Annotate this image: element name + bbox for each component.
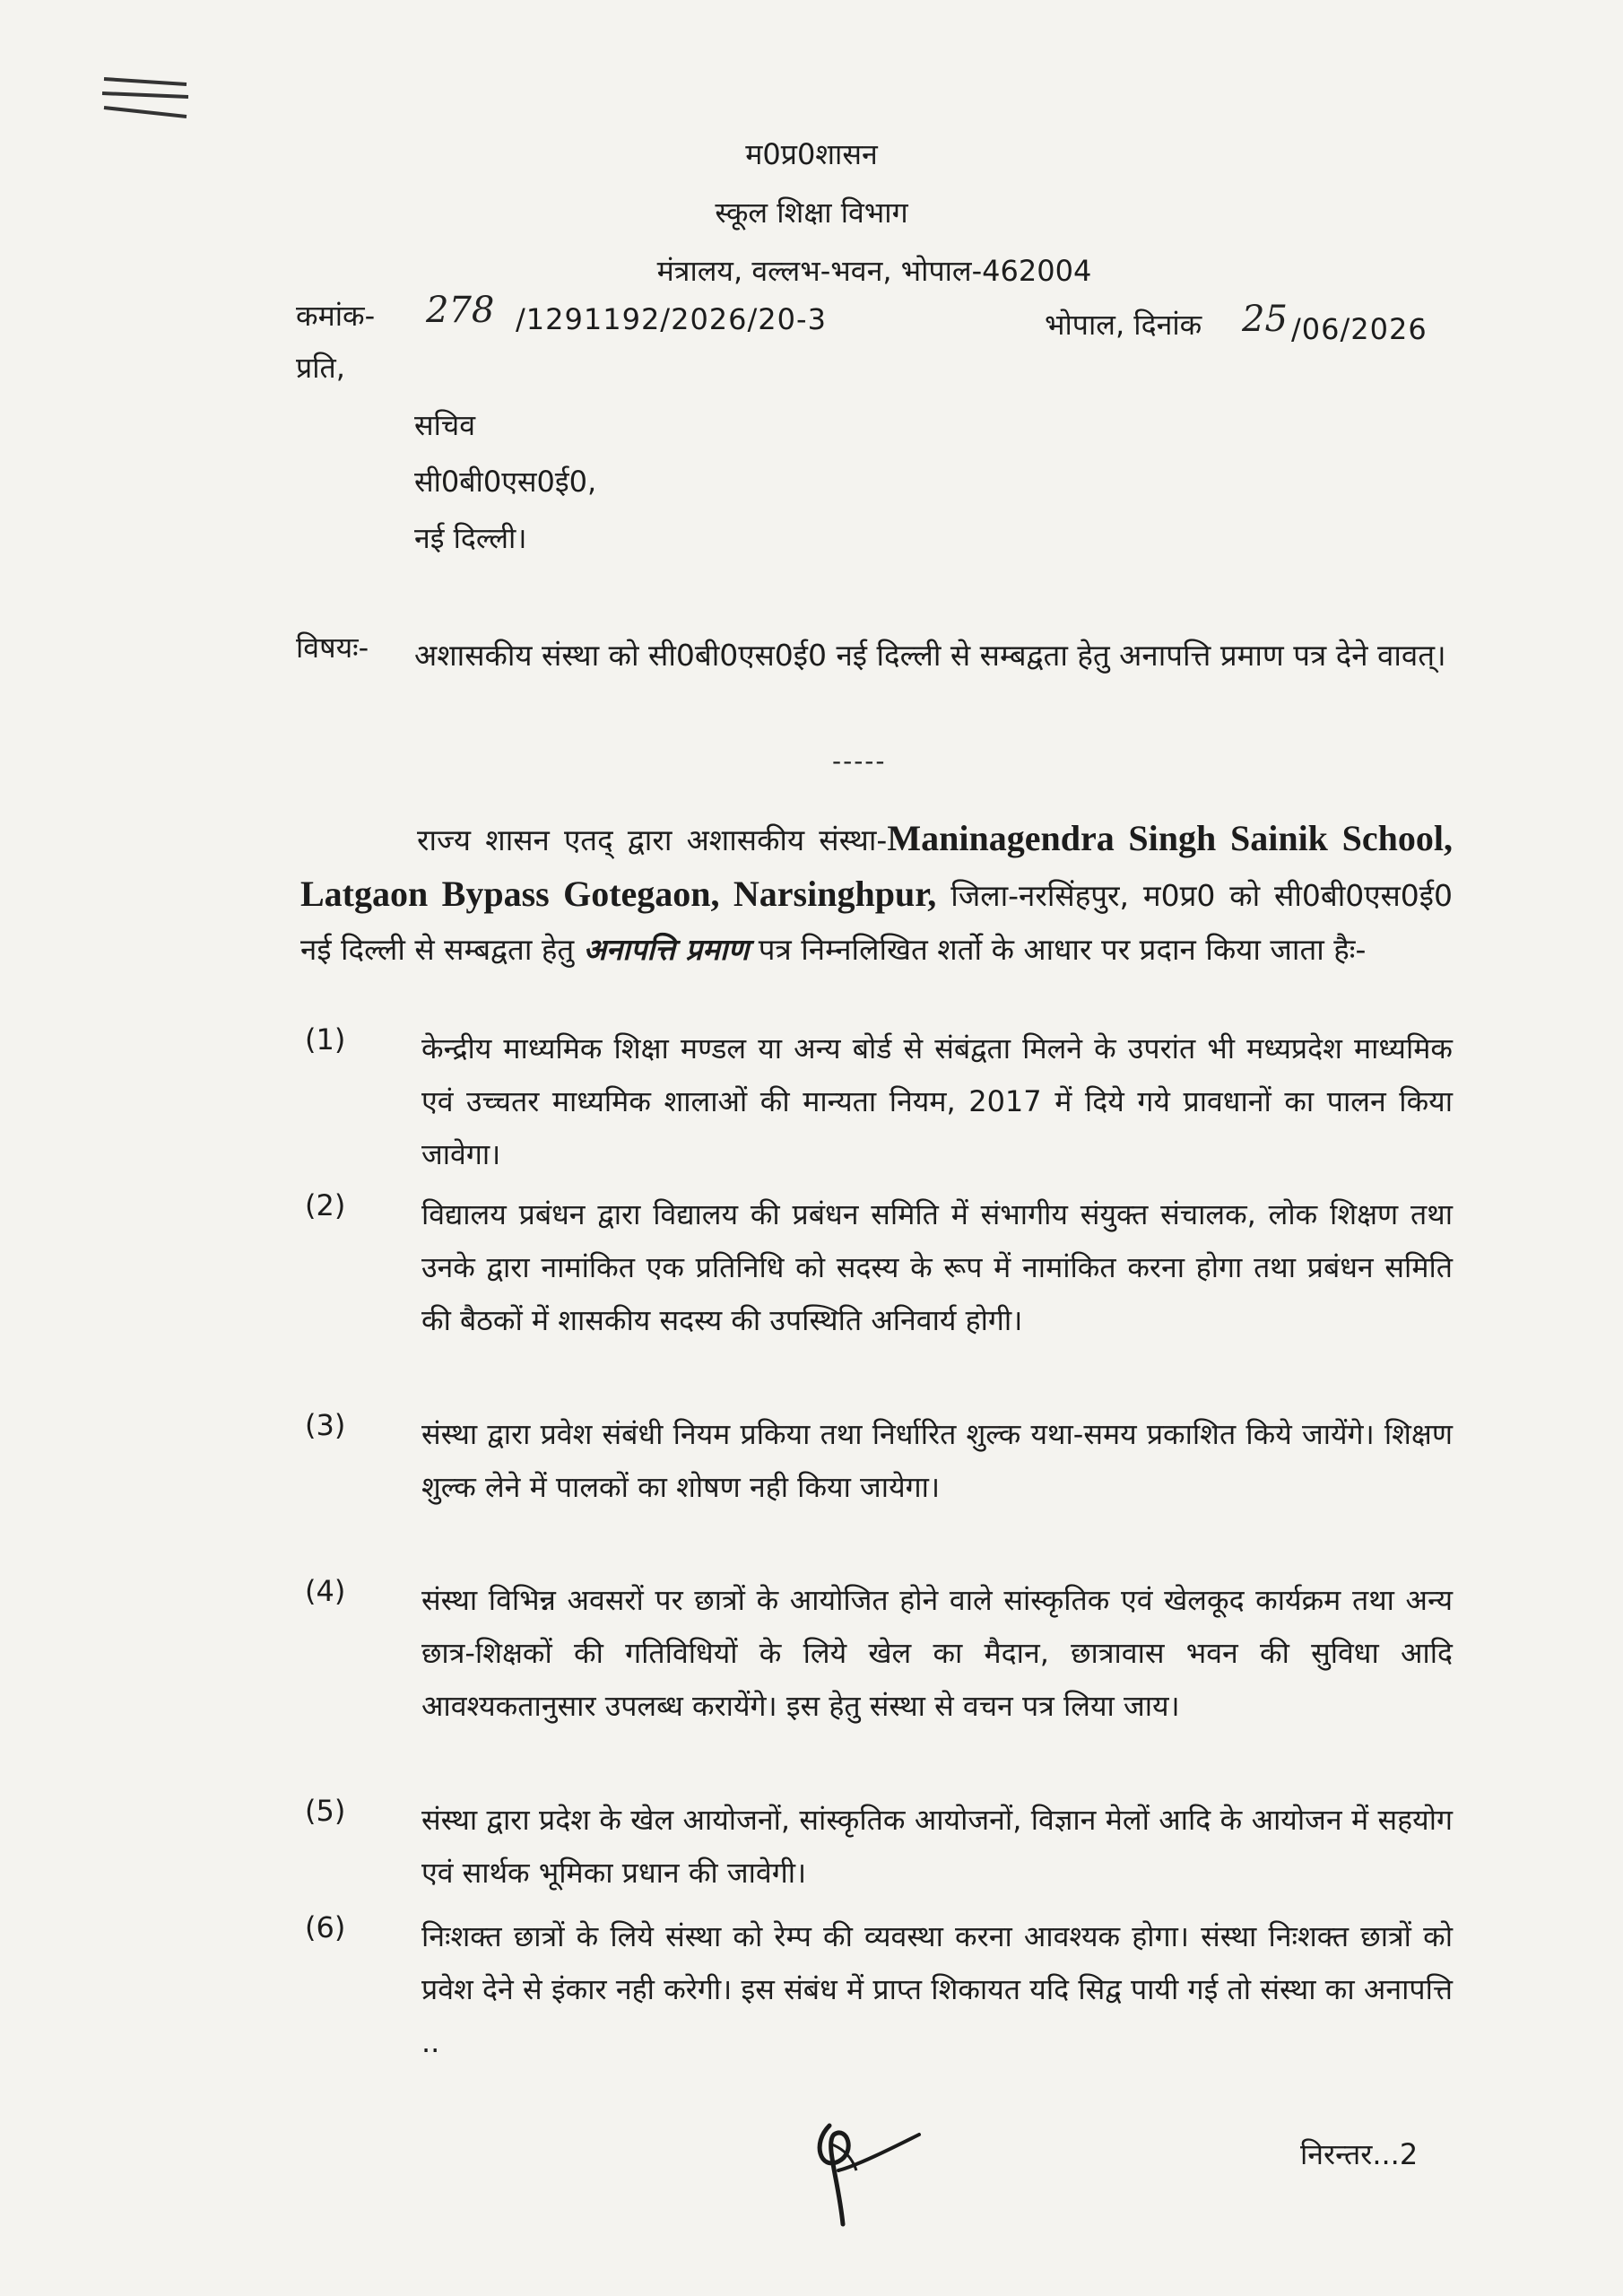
condition-number: (2)	[305, 1188, 346, 1222]
reference-number: /1291192/2026/20-3	[516, 302, 827, 336]
subject-label: विषयः-	[296, 631, 369, 665]
condition-text: निःशक्त छात्रों के लिये संस्था को रेम्प की व्यवस्था करना आवश्यक होगा। संस्था निःशक्त छात्रों को प्रवेश देने से इंकार नही करेगी। इस संबंध में प्राप्त शिकायत यदि सिद्व पायी गई तो संस्था का अनापत्ति ..	[421, 1919, 1453, 2059]
signature-icon	[803, 2108, 928, 2233]
condition-text: केन्द्रीय माध्यमिक शिक्षा मण्डल या अन्य बोर्ड से संबंद्वता मिलने के उपरांत भी मध्यप्रदेश माध्यमिक एवं उच्चतर माध्यमिक शालाओं की मान्यता नियम, 2017 में दिये गये प्रावधानों का पालन किया जावेगा।	[421, 1031, 1453, 1171]
condition-text: विद्यालय प्रबंधन द्वारा विद्यालय की प्रबंधन समिति में संभागीय संयुक्त संचालक, लोक शिक्षण तथा उनके द्वारा नामांकित एक प्रतिनिधि को सदस्य के रूप में नामांकित करना होगा तथा प्रबंधन समिति की बैठकों में शासकीय सदस्य की उपस्थिति अनिवार्य होगी।	[421, 1197, 1453, 1337]
addressee-line2: सी0बी0एस0ई0,	[414, 465, 597, 499]
intro-paragraph	[300, 812, 1453, 977]
condition-text: संस्था द्वारा प्रवेश संबंधी नियम प्रकिया तथा निर्धारित शुल्क यथा-समय प्रकाशित किये जायेंगे। शिक्षण शुल्क लेने में पालकों का शोषण नही किया जायेगा।	[421, 1417, 1453, 1504]
divider-dashes: -----	[832, 746, 887, 776]
header-department: स्कूल शिक्षा विभाग	[715, 196, 908, 230]
intro-part1: राज्य शासन एतद् द्वारा अशासकीय संस्था-	[417, 822, 888, 857]
school-name: Maninagendra Singh Sainik School, Latgaon Bypass Gotegaon, Narsinghpur,	[300, 818, 1453, 914]
condition-number: (1)	[305, 1022, 346, 1057]
header-government: म0प्र0शासन	[745, 137, 878, 171]
reference-handwritten-number: 278	[426, 290, 495, 331]
date-month-year: /06/2026	[1291, 312, 1428, 346]
intro-part3: पत्र निम्नलिखित शर्तो के आधार पर प्रदान किया जाता हैः-	[749, 932, 1367, 967]
margin-mark-icon	[100, 72, 190, 126]
addressee-line3: नई दिल्ली।	[414, 521, 527, 555]
reference-label: कमांक-	[296, 299, 376, 333]
condition-number: (6)	[305, 1910, 346, 1944]
condition-number: (5)	[305, 1794, 346, 1828]
condition-number: (3)	[305, 1408, 346, 1442]
date-handwritten-day: 25	[1242, 299, 1288, 340]
addressee-to: प्रति,	[296, 351, 345, 385]
condition-number: (4)	[305, 1574, 346, 1608]
place-date-label: भोपाल, दिनांक	[1045, 308, 1202, 342]
condition-text: संस्था द्वारा प्रदेश के खेल आयोजनों, सांस्कृतिक आयोजनों, विज्ञान मेलों आदि के आयोजन में सहयोग एवं सार्थक भूमिका प्रधान की जावेगी।	[421, 1803, 1453, 1890]
condition-text: संस्था विभिन्न अवसरों पर छात्रों के आयोजित होने वाले सांस्कृतिक एवं खेलकूद कार्यक्रम तथा अन्य छात्र-शिक्षकों की गतिविधियों के लिये खेल का मैदान, छात्रावास भवन की सुविधा आदि आवश्यकतानुसार उपलब्ध करायेंगे। इस हेतु संस्था से वचन पत्र लिया जाय।	[421, 1583, 1453, 1723]
subject-text: अशासकीय संस्था को सी0बी0एस0ई0 नई दिल्ली से सम्बद्वता हेतु अनापत्ति प्रमाण पत्र देने वावत्।	[414, 638, 1446, 673]
addressee-line1: सचिव	[414, 408, 476, 442]
header-address: मंत्रालय, वल्लभ-भवन, भोपाल-462004	[656, 254, 1092, 288]
intro-part2: जिला-नरसिंहपुर, म0प्र0 को सी0बी0एस0ई0 नई दिल्ली से सम्बद्वता हेतु	[300, 878, 1454, 967]
intro-emphasis: अनापत्ति प्रमाण	[583, 932, 750, 967]
continued-marker: निरन्तर...2	[1300, 2137, 1419, 2171]
